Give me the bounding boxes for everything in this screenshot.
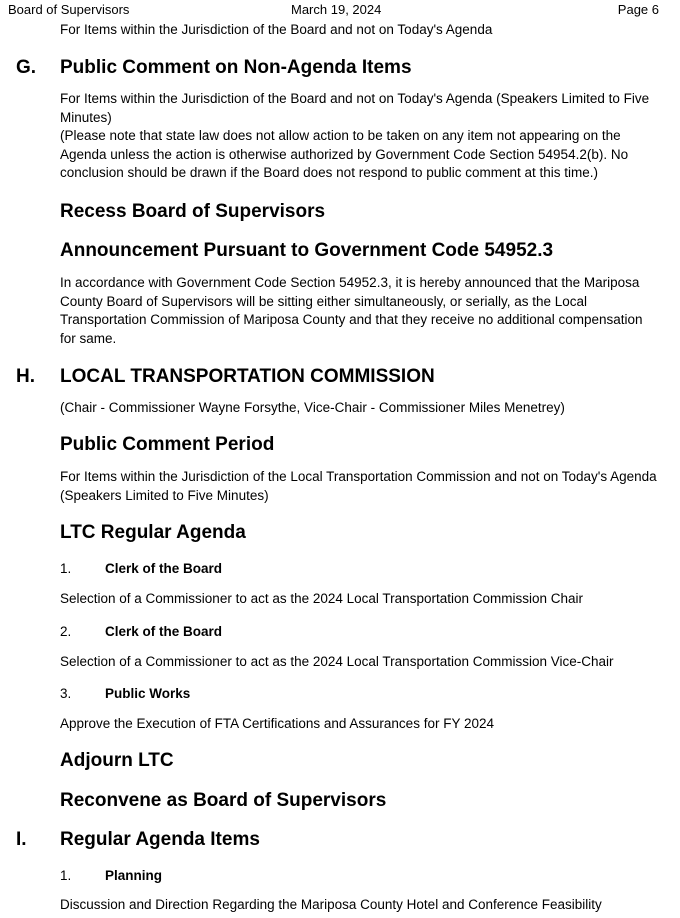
public-comment-period-text: For Items within the Jurisdiction of the Local Transportation Commission and not on Today's Agenda (Speakers Limited to Five Minutes) — [60, 469, 657, 503]
header-board-name: Board of Supervisors — [8, 2, 130, 17]
ltc-item-3-number: 3. — [60, 686, 72, 701]
section-g-body — [60, 90, 660, 183]
section-g-letter: G. — [16, 57, 37, 78]
section-i-title: Regular Agenda Items — [60, 829, 260, 850]
recess-heading: Recess Board of Supervisors — [60, 201, 326, 222]
section-i-letter: I. — [16, 829, 27, 850]
announcement-heading: Announcement Pursuant to Government Code 54952.3 — [60, 240, 554, 261]
adjourn-ltc-heading: Adjourn LTC — [60, 750, 174, 771]
regular-item-1-department: Planning — [105, 868, 162, 883]
section-g-para-note: (Please note that state law does not allow action to be taken on any item not appearing on the Agenda unless the action is otherwise authorized by Government Code Section 54954.2(b). No conclusion should be drawn if the Board does not respond to public comment at this time.) — [60, 128, 629, 180]
public-comment-period-heading: Public Comment Period — [60, 434, 275, 455]
continued-text: For Items within the Jurisdiction of the Board and not on Today's Agenda — [60, 22, 493, 37]
header-page-number: Page 6 — [617, 2, 659, 17]
ltc-agenda-heading: LTC Regular Agenda — [60, 522, 246, 543]
ltc-item-2-description: Selection of a Commissioner to act as the 2024 Local Transportation Commission Vice-Chair — [60, 654, 614, 669]
ltc-item-3-department: Public Works — [105, 686, 191, 701]
announcement-text: In accordance with Government Code Section 54952.3, it is hereby announced that the Mariposa County Board of Supervisors will be sitting either simultaneously, or serially, as the Local Transportation Commission of Mariposa County and that they receive no additional compensation for same. — [60, 275, 643, 346]
ltc-item-1-description: Selection of a Commissioner to act as the 2024 Local Transportation Commission Chair — [60, 591, 583, 606]
ltc-item-2-department: Clerk of the Board — [105, 624, 223, 639]
ltc-item-3-description: Approve the Execution of FTA Certifications and Assurances for FY 2024 — [60, 716, 494, 731]
section-h-chairs: (Chair - Commissioner Wayne Forsythe, Vice-Chair - Commissioner Miles Menetrey) — [60, 400, 565, 415]
ltc-item-1-department: Clerk of the Board — [105, 561, 223, 576]
reconvene-heading: Reconvene as Board of Supervisors — [60, 790, 387, 811]
section-g-title: Public Comment on Non-Agenda Items — [60, 57, 412, 78]
header-date: March 19, 2024 — [291, 2, 382, 17]
regular-item-1-description: Discussion and Direction Regarding the Mariposa County Hotel and Conference Feasibility — [60, 897, 602, 912]
section-h-title: LOCAL TRANSPORTATION COMMISSION — [60, 366, 435, 387]
ltc-item-1-number: 1. — [60, 561, 72, 576]
regular-item-1-number: 1. — [60, 868, 72, 883]
section-g-para-speakers: For Items within the Jurisdiction of the Board and not on Today's Agenda (Speakers Limited to Five Minutes) — [60, 91, 650, 125]
section-h-letter: H. — [16, 366, 35, 387]
ltc-item-2-number: 2. — [60, 624, 72, 639]
